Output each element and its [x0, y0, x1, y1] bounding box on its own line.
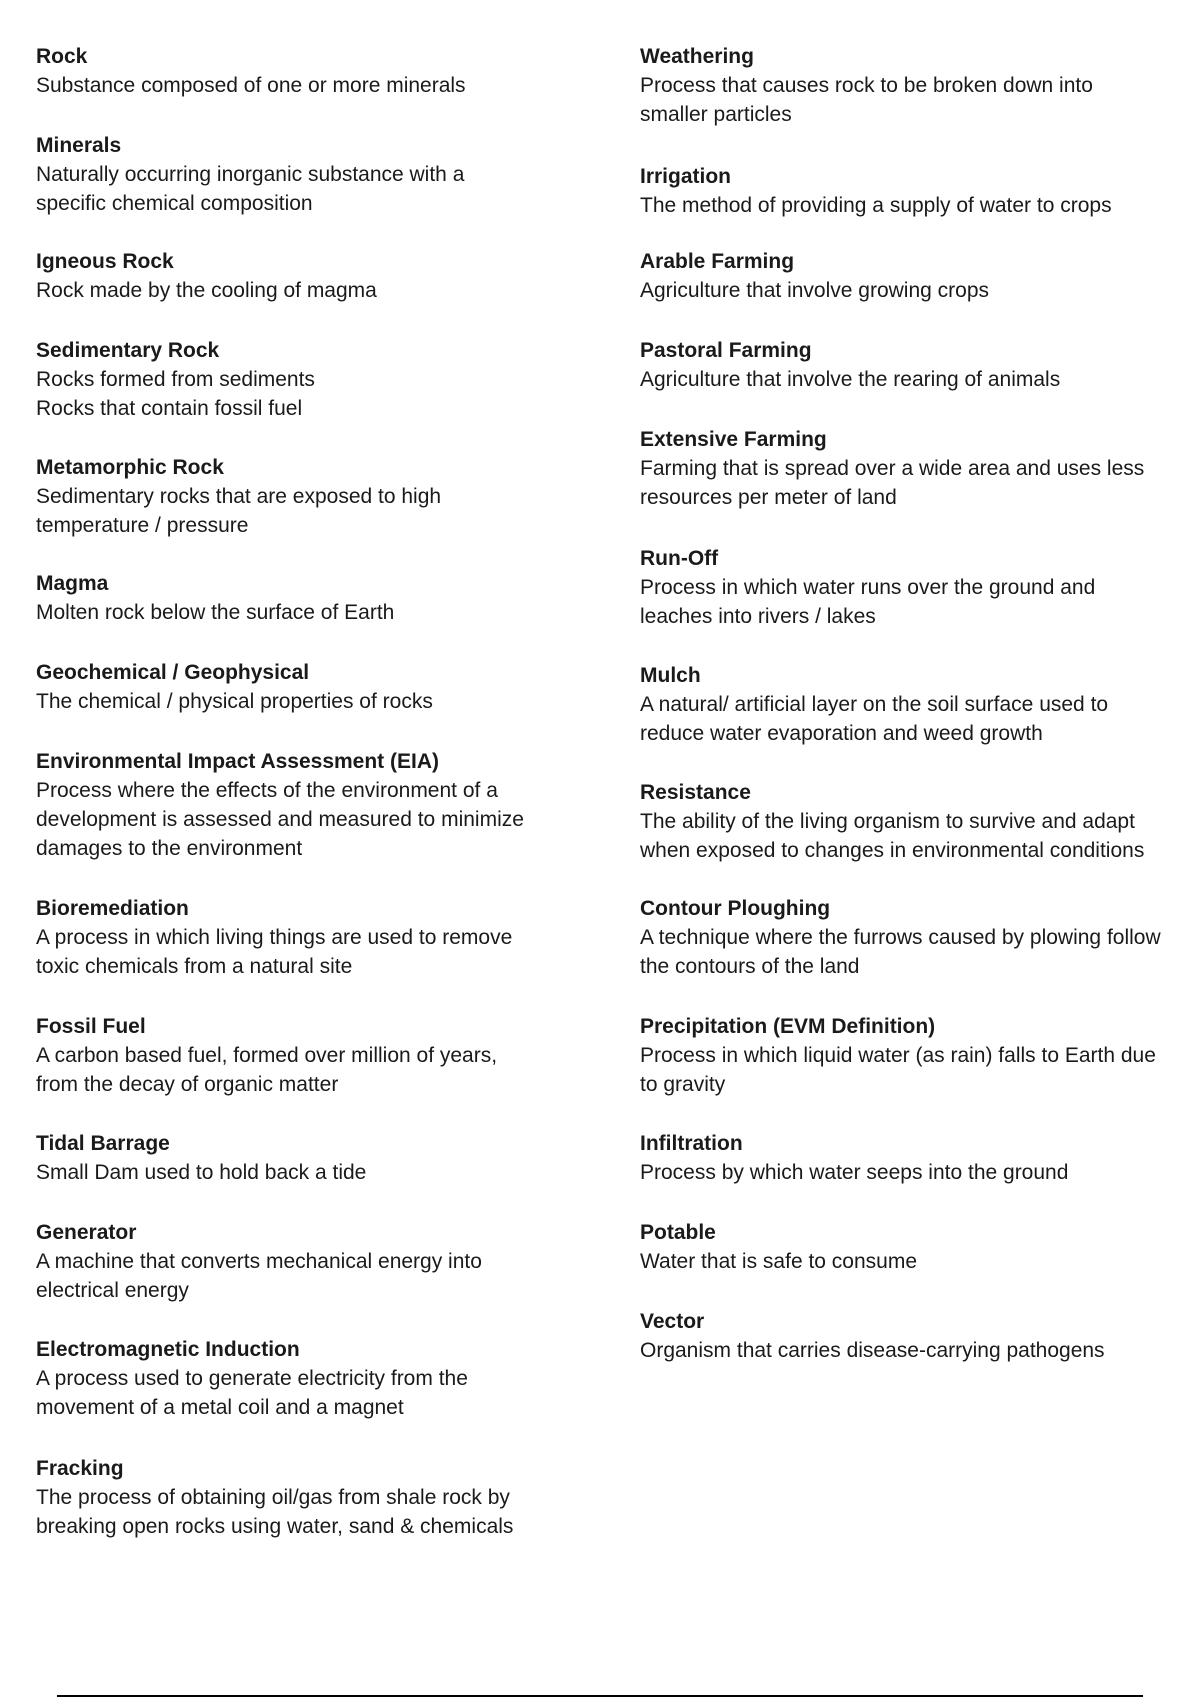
glossary-entry — [640, 43, 1200, 129]
glossary-term: Metamorphic Rock — [36, 456, 224, 479]
glossary-definition-line: Agriculture that involve the rearing of animals — [640, 368, 1061, 391]
glossary-definition-line: The ability of the living organism to survive and adapt — [640, 810, 1135, 833]
glossary-term: Electromagnetic Induction — [36, 1338, 300, 1361]
glossary-term: Fracking — [36, 1457, 124, 1480]
glossary-definition-line: Rocks that contain fossil fuel — [36, 397, 303, 420]
glossary-definition-line: the contours of the land — [640, 955, 860, 978]
glossary-entry — [36, 1219, 596, 1305]
glossary-term: Magma — [36, 572, 109, 595]
glossary-definition-line: reduce water evaporation and weed growth — [640, 722, 1043, 745]
glossary-definition-line: damages to the environment — [36, 837, 303, 860]
glossary-term: Irrigation — [640, 165, 732, 188]
glossary-definition-line: specific chemical composition — [36, 192, 313, 215]
glossary-definition-line: Process in which liquid water (as rain) falls to Earth due — [640, 1044, 1156, 1067]
glossary-definition-line: A machine that converts mechanical energy into — [36, 1250, 482, 1273]
glossary-term: Igneous Rock — [36, 250, 174, 273]
glossary-definition-line: Process where the effects of the environment of a — [36, 779, 498, 802]
glossary-definition-line: smaller particles — [640, 103, 792, 126]
glossary-entry — [36, 748, 596, 863]
glossary-term: Resistance — [640, 781, 751, 804]
glossary-entry — [640, 1130, 1200, 1187]
glossary-term: Contour Ploughing — [640, 897, 831, 920]
glossary-entry — [36, 337, 596, 423]
glossary-entry — [36, 1336, 596, 1422]
glossary-definition-line: Sedimentary rocks that are exposed to high — [36, 485, 442, 508]
glossary-entry — [640, 779, 1200, 865]
glossary-term: Precipitation (EVM Definition) — [640, 1015, 936, 1038]
glossary-term: Pastoral Farming — [640, 339, 812, 362]
glossary-entry — [36, 1013, 596, 1099]
glossary-term: Extensive Farming — [640, 428, 827, 451]
glossary-term: Run-Off — [640, 547, 719, 570]
glossary-entry — [36, 132, 596, 218]
glossary-definition-line: Process that causes rock to be broken down into — [640, 74, 1093, 97]
glossary-term: Bioremediation — [36, 897, 189, 920]
glossary-definition-line: A natural/ artificial layer on the soil surface used to — [640, 693, 1109, 716]
glossary-definition-line: Small Dam used to hold back a tide — [36, 1161, 367, 1184]
footer-rule — [57, 1695, 1143, 1697]
glossary-entry — [640, 163, 1200, 220]
glossary-entry — [36, 248, 596, 305]
glossary-definition-line: Organism that carries disease-carrying pathogens — [640, 1339, 1105, 1362]
glossary-definition-line: electrical energy — [36, 1279, 189, 1302]
glossary-term: Minerals — [36, 134, 122, 157]
glossary-definition-line: leaches into rivers / lakes — [640, 605, 876, 628]
glossary-definition-line: Molten rock below the surface of Earth — [36, 601, 395, 624]
glossary-definition-line: Substance composed of one or more minerals — [36, 74, 466, 97]
glossary-definition-line: The chemical / physical properties of rocks — [36, 690, 433, 713]
glossary-definition-line: Process by which water seeps into the ground — [640, 1161, 1069, 1184]
glossary-entry — [36, 43, 596, 100]
glossary-definition-line: breaking open rocks using water, sand & chemicals — [36, 1515, 514, 1538]
glossary-definition-line: Rocks formed from sediments — [36, 368, 315, 391]
glossary-term: Generator — [36, 1221, 137, 1244]
glossary-term: Fossil Fuel — [36, 1015, 146, 1038]
glossary-definition-line: toxic chemicals from a natural site — [36, 955, 353, 978]
glossary-term: Sedimentary Rock — [36, 339, 220, 362]
glossary-entry — [640, 1013, 1200, 1099]
glossary-definition-line: from the decay of organic matter — [36, 1073, 339, 1096]
glossary-entry — [640, 1308, 1200, 1365]
glossary-entry — [36, 659, 596, 716]
glossary-entry — [36, 895, 596, 981]
glossary-definition-line: development is assessed and measured to minimize — [36, 808, 524, 831]
glossary-term: Vector — [640, 1310, 705, 1333]
glossary-definition-line: Agriculture that involve growing crops — [640, 279, 990, 302]
glossary-entry — [640, 895, 1200, 981]
glossary-entry — [640, 1219, 1200, 1276]
glossary-entry — [640, 426, 1200, 512]
glossary-definition-line: when exposed to changes in environmental conditions — [640, 839, 1145, 862]
glossary-definition-line: to gravity — [640, 1073, 726, 1096]
glossary-term: Weathering — [640, 45, 754, 68]
glossary-entry — [36, 570, 596, 627]
glossary-term: Geochemical / Geophysical — [36, 661, 310, 684]
glossary-definition-line: Naturally occurring inorganic substance with a — [36, 163, 465, 186]
glossary-term: Mulch — [640, 664, 701, 687]
glossary-entry — [640, 662, 1200, 748]
glossary-definition-line: The process of obtaining oil/gas from shale rock by — [36, 1486, 510, 1509]
glossary-definition-line: Farming that is spread over a wide area and uses less — [640, 457, 1145, 480]
glossary-definition-line: Water that is safe to consume — [640, 1250, 918, 1273]
glossary-term: Environmental Impact Assessment (EIA) — [36, 750, 439, 773]
glossary-entry — [640, 337, 1200, 394]
glossary-entry — [36, 1455, 596, 1541]
glossary-definition-line: Process in which water runs over the ground and — [640, 576, 1096, 599]
glossary-definition-line: A process in which living things are used to remove — [36, 926, 513, 949]
glossary-entry — [640, 545, 1200, 631]
glossary-term: Tidal Barrage — [36, 1132, 170, 1155]
glossary-definition-line: A process used to generate electricity from the — [36, 1367, 468, 1390]
glossary-entry — [640, 248, 1200, 305]
glossary-definition-line: resources per meter of land — [640, 486, 897, 509]
glossary-definition-line: The method of providing a supply of water to crops — [640, 194, 1112, 217]
glossary-term: Infiltration — [640, 1132, 743, 1155]
glossary-entry — [36, 454, 596, 540]
glossary-definition-line: movement of a metal coil and a magnet — [36, 1396, 404, 1419]
glossary-term: Potable — [640, 1221, 716, 1244]
glossary-definition-line: A technique where the furrows caused by plowing follow — [640, 926, 1161, 949]
glossary-definition-line: temperature / pressure — [36, 514, 249, 537]
glossary-entry — [36, 1130, 596, 1187]
glossary-term: Arable Farming — [640, 250, 795, 273]
glossary-definition-line: Rock made by the cooling of magma — [36, 279, 377, 302]
glossary-term: Rock — [36, 45, 88, 68]
glossary-definition-line: A carbon based fuel, formed over million of years, — [36, 1044, 498, 1067]
